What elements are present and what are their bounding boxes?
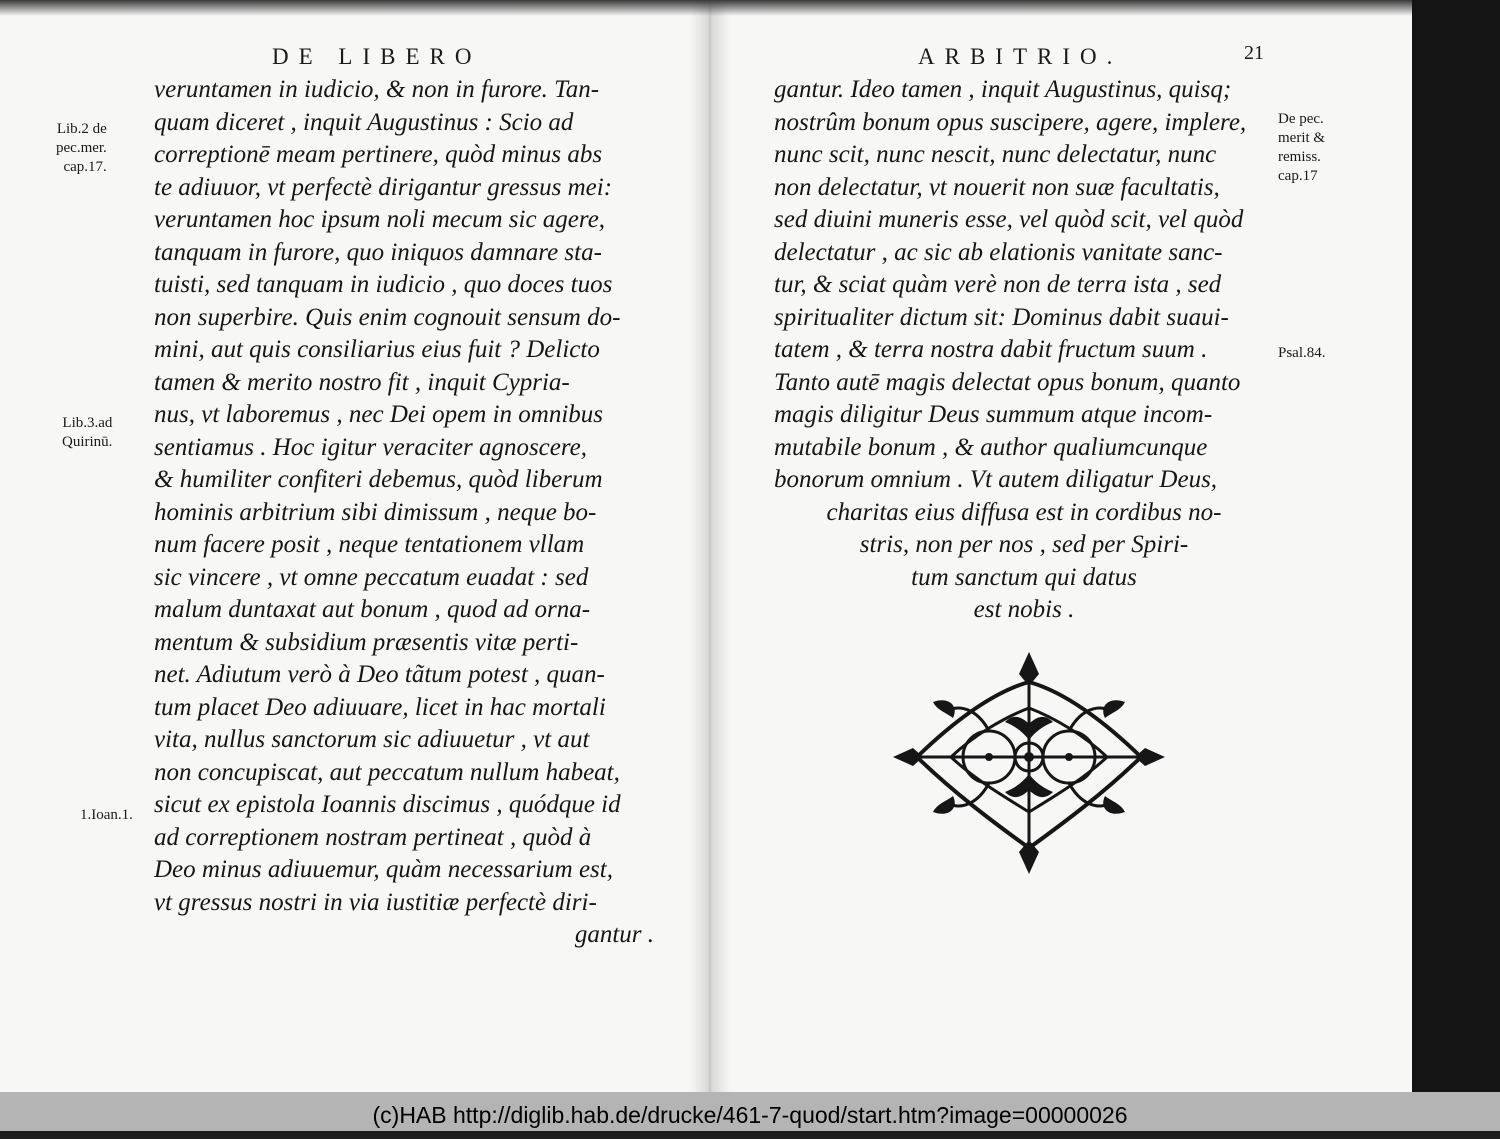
copyright-footer: (c)HAB http://diglib.hab.de/drucke/461-7-quod/start.htm?image=00000026: [0, 1092, 1500, 1131]
left-running-head: DE LIBERO: [272, 44, 482, 69]
margin-note: Lib.2 de pec.mer. cap.17.: [56, 121, 107, 175]
right-running-head: ARBITRIO.: [918, 44, 1123, 69]
text-line: bonorum omnium . Vt autem diligatur Deus,: [774, 466, 1218, 493]
book-gutter: [690, 0, 730, 1092]
left-page-text: [154, 74, 654, 952]
margin-note: 1.Ioan.1.: [80, 807, 133, 823]
scan-border: [1412, 0, 1500, 1092]
text-line: sicut ex epistola Ioannis discimus , quódque id: [154, 791, 621, 818]
text-line: mini, aut quis consiliarius eius fuit ? Delicto: [154, 336, 600, 363]
text-line: tum sanctum qui datus: [911, 563, 1137, 591]
text-line: tur, & sciat quàm verè non de terra ista , sed: [774, 271, 1222, 298]
text-line: veruntamen hoc ipsum noli mecum sic agere,: [154, 206, 606, 233]
text-line: mutabile bonum , & author qualiumcunque: [774, 433, 1208, 461]
text-line: net. Adiutum verò à Deo tãtum potest , quan-: [154, 661, 605, 688]
text-line: tamen & merito nostro fit , inquit Cypria-: [154, 368, 570, 396]
text-line: gantur .: [574, 921, 654, 948]
text-line: non concupiscat, aut peccatum nullum habeat,: [154, 758, 620, 786]
text-line: magis diligitur Deus summum atque incom-: [774, 401, 1213, 428]
text-line: correptionē meam pertinere, quòd minus abs: [154, 141, 603, 168]
text-line: tatem , & terra nostra dabit fructum suum .: [774, 336, 1208, 363]
text-line: malum duntaxat aut bonum , quod ad orna-: [154, 596, 591, 623]
text-line: Deo minus adiuuemur, quàm necessarium est,: [154, 856, 613, 883]
text-line: tuisti, sed tanquam in iudicio , quo doces tuos: [154, 271, 613, 298]
text-line: veruntamen in iudicio, & non in furore. Tan-: [154, 76, 600, 103]
text-line: quam diceret , inquit Augustinus : Scio ad: [154, 108, 574, 136]
text-line: charitas eius diffusa est in cordibus no-: [826, 498, 1222, 526]
margin-note: Lib.3.ad Quirinū.: [62, 415, 113, 450]
text-line: vt gressus nostri in via iustitiæ perfectè diri-: [154, 888, 597, 916]
text-line: tum placet Deo adiuuare, licet in hac mortali: [154, 693, 606, 721]
text-line: sed diuini muneris esse, vel quòd scit, vel quòd: [774, 206, 1244, 233]
text-line: num facere posit , neque tentationem vllam: [154, 531, 585, 558]
text-line: nunc scit, nunc nescit, nunc delectatur, nunc: [774, 141, 1217, 168]
printers-ornament: [893, 652, 1165, 874]
text-line: stris, non per nos , sed per Spiri-: [859, 531, 1189, 558]
text-line: spiritualiter dictum sit: Dominus dabit suaui-: [774, 303, 1229, 331]
margin-note: Psal.84.: [1278, 345, 1326, 361]
text-line: & humiliter confiteri debemus, quòd liberum: [154, 466, 603, 493]
text-line: nostrûm bonum opus suscipere, agere, implere,: [774, 108, 1247, 136]
text-line: gantur. Ideo tamen , inquit Augustinus, quisq;: [774, 76, 1232, 103]
text-line: tanquam in furore, quo iniquos damnare sta-: [154, 238, 602, 266]
text-line: nus, vt laboremus , nec Dei opem in omnibus: [154, 401, 604, 428]
text-line: mentum & subsidium præsentis vitæ perti-: [154, 628, 579, 656]
text-line: te adiuuor, vt perfectè dirigantur gressus mei:: [154, 173, 613, 201]
text-line: ad correptionem nostram pertineat , quòd à: [154, 823, 592, 851]
text-line: est nobis .: [973, 596, 1075, 623]
text-line: non delectatur, vt nouerit non suæ facultatis,: [774, 173, 1220, 201]
right-page-text: [774, 74, 1274, 627]
text-line: sentiamus . Hoc igitur veraciter agnoscere,: [154, 433, 588, 461]
page-number: 21: [1244, 42, 1264, 64]
margin-note: De pec. merit & remiss. cap.17: [1278, 111, 1326, 184]
text-line: Tanto autē magis delectat opus bonum, quanto: [774, 368, 1241, 396]
page-top-edge: [0, 0, 1412, 16]
text-line: sic vincere , vt omne peccatum euadat : sed: [154, 563, 589, 591]
text-line: non superbire. Quis enim cognouit sensum do-: [154, 303, 621, 331]
text-line: hominis arbitrium sibi dimissum , neque bo-: [154, 498, 597, 526]
text-line: vita, nullus sanctorum sic adiuuetur , vt aut: [154, 726, 590, 753]
text-line: delectatur , ac sic ab elationis vanitate sanc-: [774, 238, 1223, 266]
